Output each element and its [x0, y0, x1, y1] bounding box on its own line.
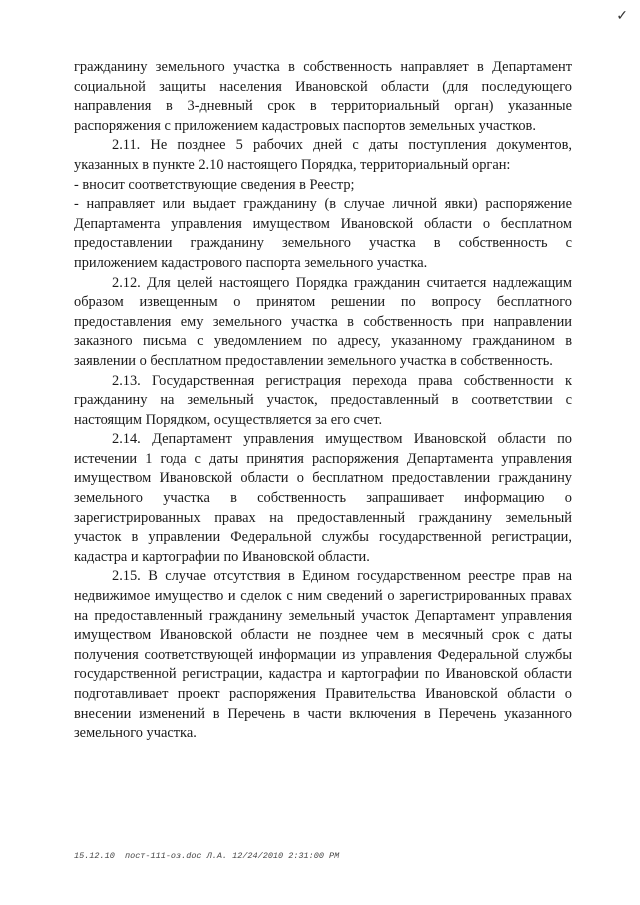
paragraph-2-15: 2.15. В случае отсутствия в Едином государственном реестре прав на недвижимое имущество и сделок с ним сведений о зарегистрированных правах на предоставленный гражданину земельный участок Департамент управления имуществом Ивановской области не позднее чем в месячный срок с даты получения соответствующей информации из управления Федеральной службы государственной регистрации, кадастра и картографии по Ивановской области подготавливает проект распоряжения Правительства Ивановской области о внесении изменений в Перечень в части включения в Перечень указанного земельного участка.: [74, 568, 572, 742]
paragraph-2-11: 2.11. Не позднее 5 рабочих дней с даты поступления документов, указанных в пункте 2.10 настоящего Порядка, территориальный орган:: [74, 137, 572, 173]
paragraph-2-12: 2.12. Для целей настоящего Порядка гражданин считается надлежащим образом извещенным о принятом решении по вопросу бесплатного предоставления ему земельного участка в собственность при направлении заказного письма с уведомлением по адресу, указанному гражданином в заявлении о бесплатном предоставлении земельного участка в собственность.: [74, 274, 572, 369]
list-item-send-order: - направляет или выдает гражданину (в случае личной явки) распоряжение Департамента управления имуществом Ивановской области о бесплатном предоставлении гражданину земельного участка в собственность с приложением кадастрового паспорта земельного участка.: [74, 196, 572, 271]
paragraph-2-13: 2.13. Государственная регистрация перехода права собственности к гражданину на земельный участок, предоставленный в соответствии с настоящим Порядком, осуществляется за его счет.: [74, 372, 572, 428]
handwritten-checkmark: ✓: [616, 9, 628, 24]
paragraph-2-14: 2.14. Департамент управления имуществом Ивановской области по истечении 1 года с даты принятия распоряжения Департамента управления имуществом Ивановской области о бесплатном предоставлении гражданину земельного участка в собственность запрашивает информацию о зарегистрированных правах на предоставленный гражданину земельный участок в управлении Федеральной службы государственной регистрации, кадастра и картографии по Ивановской области.: [74, 431, 572, 565]
document-footer: 15.12.10 пост-111-оз.doc Л.А. 12/24/2010 2:31:00 PM: [74, 851, 340, 861]
list-item-registry: - вносит соответствующие сведения в Реестр;: [74, 176, 355, 193]
document-body: [74, 58, 572, 744]
paragraph-continuation: гражданину земельного участка в собственность направляет в Департамент социальной защиты населения Ивановской области (для последующего направления в 3-дневный срок в территориальный орган) указанные распоряжения с приложением кадастровых паспортов земельных участков.: [74, 59, 572, 134]
